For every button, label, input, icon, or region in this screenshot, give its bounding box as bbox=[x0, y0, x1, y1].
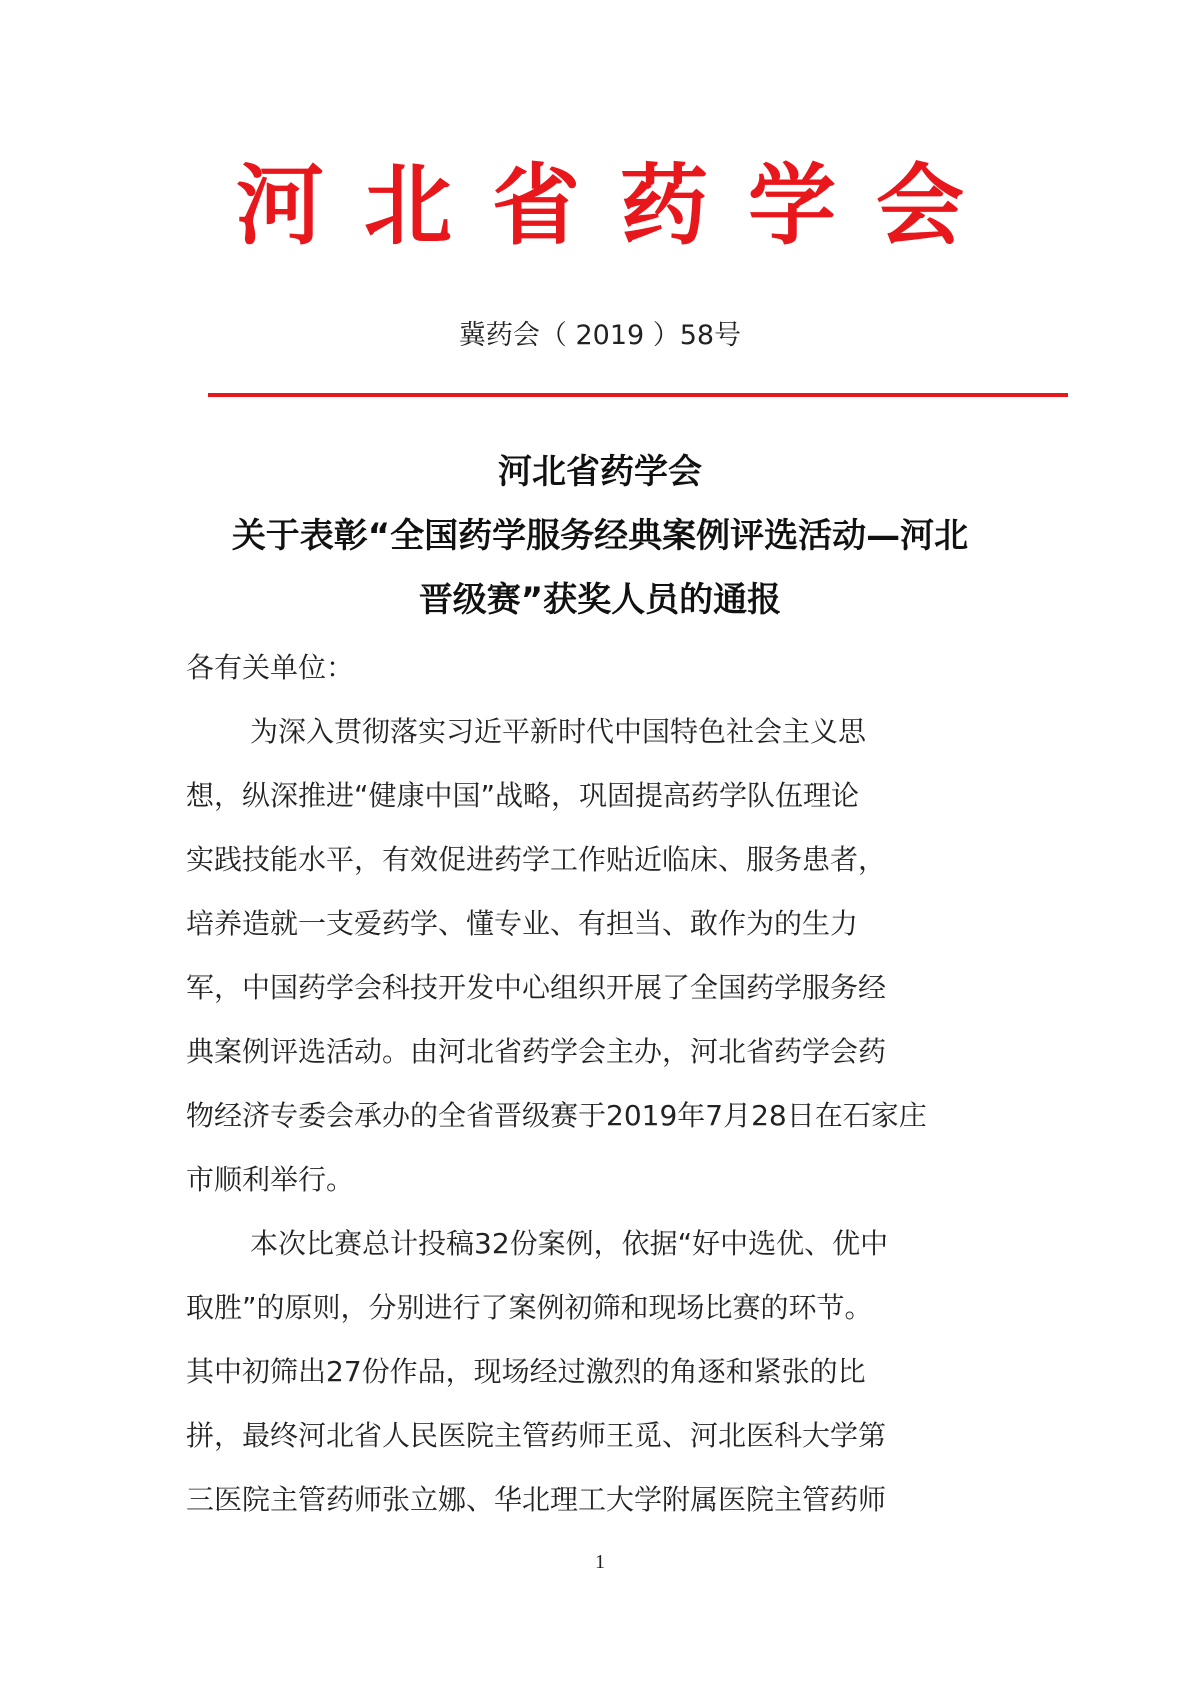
body-line: 物经济专委会承办的全省晋级赛于2019年7月28日在石家庄 bbox=[186, 1099, 927, 1132]
body-text bbox=[186, 636, 1016, 1532]
body-line: 三医院主管药师张立娜、华北理工大学附属医院主管药师 bbox=[186, 1483, 887, 1516]
body-line: 本次比赛总计投稿32份案例，依据“好中选优、优中 bbox=[250, 1227, 889, 1260]
title-line-2: 关于表彰“全国药学服务经典案例评选活动—河北 bbox=[231, 516, 969, 556]
body-line: 其中初筛出27份作品，现场经过激烈的角逐和紧张的比 bbox=[186, 1355, 866, 1388]
body-line: 典案例评选活动。由河北省药学会主办，河北省药学会药 bbox=[186, 1035, 887, 1068]
body-line: 军，中国药学会科技开发中心组织开展了全国药学服务经 bbox=[186, 971, 887, 1004]
document-number: 冀药会（ 2019 ）58号 bbox=[458, 320, 742, 351]
page-number: 1 bbox=[595, 1551, 605, 1573]
red-divider-rule bbox=[208, 393, 1068, 397]
title-line-3: 晋级赛”获奖人员的通报 bbox=[418, 580, 782, 620]
body-line: 取胜”的原则，分别进行了案例初筛和现场比赛的环节。 bbox=[186, 1291, 873, 1324]
body-line: 为深入贯彻落实习近平新时代中国特色社会主义思 bbox=[250, 715, 867, 748]
body-line: 拼，最终河北省人民医院主管药师王觅、河北医科大学第 bbox=[186, 1419, 887, 1452]
body-line: 市顺利举行。 bbox=[186, 1163, 355, 1196]
salutation: 各有关单位： bbox=[186, 651, 355, 684]
title-line-1: 河北省药学会 bbox=[498, 452, 702, 492]
body-line: 实践技能水平，有效促进药学工作贴近临床、服务患者， bbox=[186, 843, 887, 876]
body-line: 想，纵深推进“健康中国”战略，巩固提高药学队伍理论 bbox=[186, 779, 860, 812]
document-title bbox=[160, 440, 1040, 632]
organization-header: 河北省药学会 bbox=[235, 153, 1004, 257]
body-line: 培养造就一支爱药学、懂专业、有担当、敢作为的生力 bbox=[186, 907, 859, 940]
